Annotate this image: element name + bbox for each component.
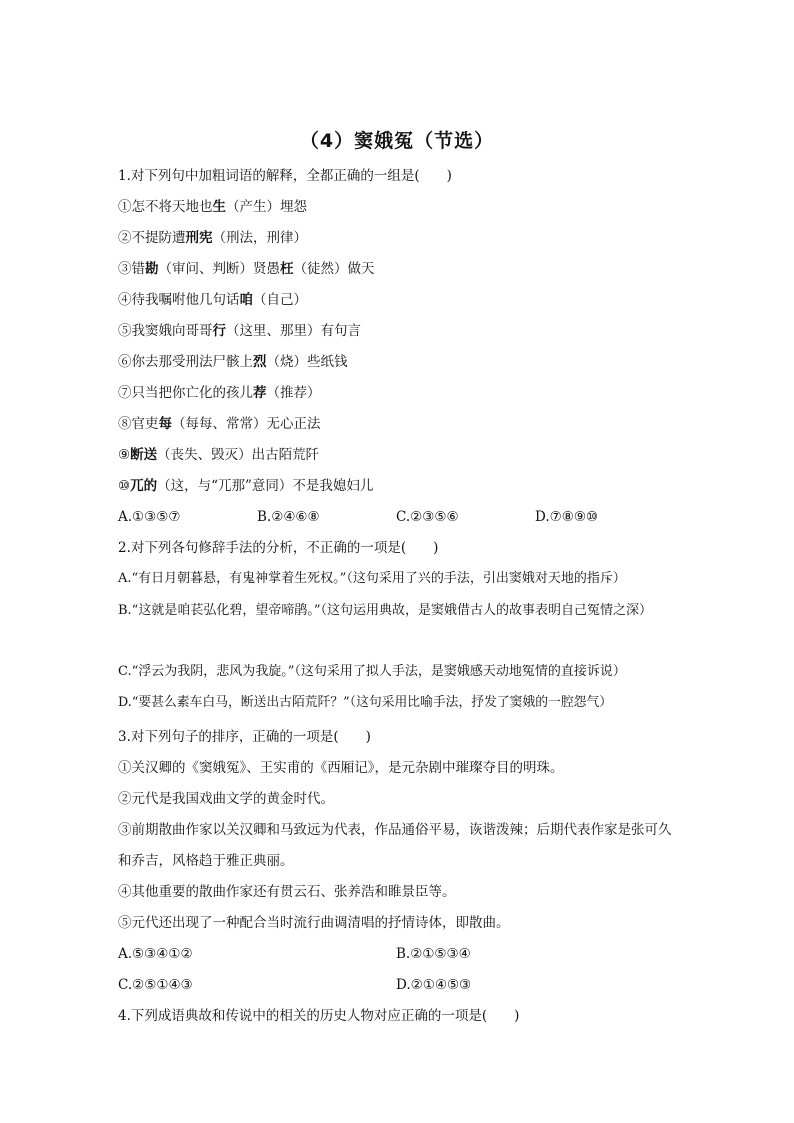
q1-item: ⑤我窦娥向哥哥行（这里、那里）有句言	[118, 323, 361, 339]
q3-sentence-4: ④其他重要的散曲作家还有贯云石、张养浩和睢景臣等。	[118, 884, 456, 900]
q1-item: ④待我嘱咐他几句话咱（自己）	[118, 292, 307, 308]
q2-option-d: D.“要甚么素车白马，断送出古陌荒阡？”（这句采用比喻手法，抒发了窦娥的一腔怨气）	[118, 695, 613, 710]
q2-option-b: B.“这就是咱苌弘化碧，望帝啼鹃。”（这句运用典故，是窦娥借古人的故事表明自己冤情之深）	[118, 603, 652, 618]
q1-item: ⑨断送（丧失、毁灭）出古陌荒阡	[118, 447, 320, 463]
q3-option-a: A.⑤③④①②	[118, 946, 193, 962]
q1-item: ⑦只当把你亡化的孩儿荐（推荐）	[118, 385, 321, 401]
q3-stem: 3.对下列句子的排序，正确的一项是( )	[118, 729, 371, 745]
q3-sentence-5: ⑤元代还出现了一种配合当时流行曲调清唱的抒情诗体，即散曲。	[118, 915, 510, 931]
q1-item: ⑩兀的（这，与“兀那”意同）不是我媳妇儿	[118, 478, 374, 494]
q3-sentence-3: ③前期散曲作家以关汉卿和马致远为代表，作品通俗平易，诙谐泼辣；后期代表作家是张可久和乔吉，风格趋于雅正典丽。	[118, 822, 672, 869]
q3-sentence-1: ①关汉卿的《窦娥冤》、王实甫的《西厢记》，是元杂剧中璀璨夺目的明珠。	[118, 760, 564, 776]
q2-option-a: A.“有日月朝暮悬，有鬼神掌着生死权。”（这句采用了兴的手法，引出窦娥对天地的指斥）	[118, 571, 626, 586]
q3-option-c: C.②⑤①④③	[118, 977, 193, 993]
q1-option-c: C.②③⑤⑥	[396, 509, 459, 525]
page-title: （4）窦娥冤（节选）	[299, 130, 495, 152]
q3-option-b: B.②①⑤③④	[396, 946, 471, 962]
q2-stem: 2.对下列各句修辞手法的分析，不正确的一项是( )	[118, 540, 439, 556]
q4-stem: 4.下列成语典故和传说中的相关的历史人物对应正确的一项是( )	[118, 1008, 520, 1024]
q3-option-d: D.②①④⑤③	[396, 977, 472, 993]
q1-option-d: D.⑦⑧⑨⑩	[535, 509, 599, 525]
q1-option-b: B.②④⑥⑧	[257, 509, 320, 525]
q3-sentence-2: ②元代是我国戏曲文学的黄金时代。	[118, 791, 334, 807]
q1-item: ⑧官吏每（每每、常常）无心正法	[118, 416, 321, 432]
q1-item: ③错勘（审问、判断）贤愚枉（徒然）做天	[118, 261, 375, 277]
q1-option-a: A.①③⑤⑦	[118, 509, 181, 525]
q2-option-c: C.“浮云为我阴，悲风为我旋。”（这句采用了拟人手法，是窦娥感天动地冤情的直接诉说）	[118, 664, 626, 679]
q1-item: ②不提防遭刑宪（刑法，刑律）	[118, 230, 307, 246]
q1-item: ⑥你去那受刑法尸骸上烈（烧）些纸钱	[118, 354, 348, 370]
q1-item: ①怎不将天地也生（产生）埋怨	[118, 199, 307, 215]
q1-stem: 1.对下列句中加粗词语的解释，全都正确的一组是( )	[118, 168, 452, 184]
